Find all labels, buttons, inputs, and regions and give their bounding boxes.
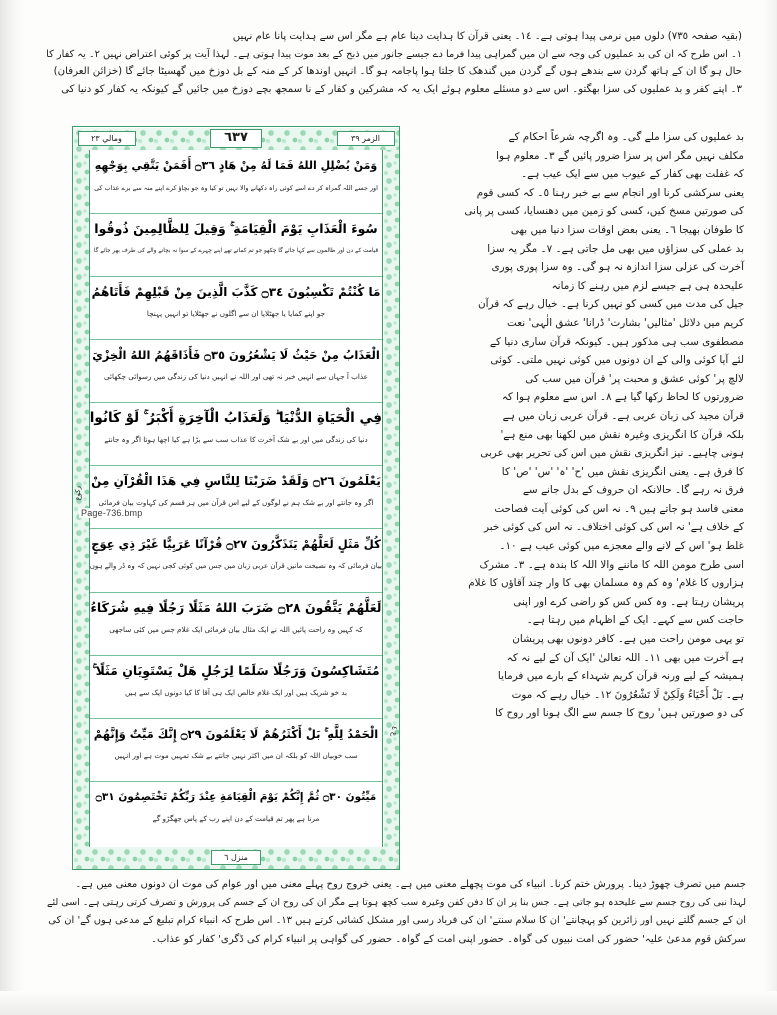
right-commentary-line: آخرت کی عزلی سزا اندازہ نہ ہو گی۔ وہ سزا پوری پوری <box>491 261 744 274</box>
right-commentary-line: ضرورتوں کا لحاظ رکھا گیا ہے ٨۔ اس سے معلوم ہوا کہ <box>501 391 744 404</box>
right-commentary-line: ہمیشہ کے لیے ورنہ قرآن کریم شہداء کے بارے میں فرمایا <box>497 670 744 683</box>
para-label-box: ومالي ٢٣ <box>78 131 136 146</box>
ayah-row <box>90 214 382 277</box>
decorative-border-right <box>384 128 399 869</box>
top-commentary-line: حال ہو گا ان کے ہاتھ گردن سے بندھے ہوں گے گردن میں گندھک کا جلتا ہوا پاجامہ ہو گا۔ انہیں اوندھا کر کے منہ کے بل دوزخ میں گھسیٹا جائے گا (خزائن العرفان) <box>53 66 742 77</box>
top-commentary-line: (بقیہ صفحہ ٧٣٥) دلوں میں نرمی پیدا ہوتی ہے۔ ١٤۔ یعنی قرآن کا ہدایت دینا عام ہے مگر اس سے ہدایت پانا عام نہیں <box>232 31 742 42</box>
quran-text-panel <box>72 126 400 870</box>
ayah-row <box>90 151 382 214</box>
right-commentary-line: کے خلاف ہے' نہ اس کی کوئی اختلاف۔ نہ اس کی کوئی خبر <box>484 521 744 534</box>
right-commentary-line: مصطفوی سب ہی مذکور ہیں۔ کیونکہ قرآن ساری دنیا کے <box>489 335 744 348</box>
right-commentary-line: قرآن مجید کی زبان عربی ہے۔ قرآن عربی زبان میں ہے <box>502 409 744 422</box>
panel-header <box>74 128 399 150</box>
ayah-arabic-text: مَيِّتُونَ ۝٣٠ ثُمَّ إِنَّكُمْ يَوْمَ الْقِيَامَةِ عِنْدَ رَبِّكُمْ تَخْتَصِمُونَ ۝٣١ <box>95 790 377 803</box>
ayah-urdu-translation: عذاب آ جہاں سے انہیں خبر نہ تھی اور اللہ نے انہیں دنیا کی زندگی میں رسوائی چکھائی <box>104 372 368 382</box>
ayah-row <box>90 277 382 340</box>
ayah-arabic-text: فِي الْحَيَاةِ الدُّنْيَا ۖ وَلَعَذَابُ الْآخِرَةِ أَكْبَرُ ۚ لَوْ كَانُوا <box>90 410 382 427</box>
top-commentary-line: ٣۔ اپنے کفر و بد عملیوں کی سزا بھگتو۔ اس سے دو مسئلے معلوم ہوئے ایک یہ کہ مشرکین و کفار کے نا سمجھ بچے دوزخ میں جائیں گے کیونکہ یہ کفار کو دنیا کی <box>61 83 742 95</box>
right-commentary-line: کریم میں دلائل 'مثالیں' بشارت' ڈرانا' عشق الٰہی' نعت <box>507 316 744 329</box>
ayah-urdu-translation: دنیا کی زندگی میں اور بے شک آخرت کا عذاب سب سے بڑا ہے کیا اچھا ہوتا اگر وہ جانتے <box>104 435 368 445</box>
paper-edge-right <box>763 0 777 1015</box>
right-commentary-line: کی دو صورتیں ہیں' روح کا جسم سے الگ ہونا اور روح کا <box>495 707 744 720</box>
right-commentary-line: تو یہی مومن راحت میں ہے۔ کافر دونوں بھی پریشان <box>512 633 744 646</box>
right-commentary-line: مکلف نہیں مگر اس پر سزا ضرور پائیں گے ٣۔ معلوم ہوا <box>496 149 744 162</box>
right-commentary-line: فرق نہ رہے گا۔ حالانکہ ان حروف کے بدل جانے سے <box>522 484 744 497</box>
ayah-row <box>90 782 382 845</box>
right-commentary-line: بلکہ قرآن کا انگریزی وغیرہ نقش میں لکھنا بھی منع ہے' <box>500 428 744 441</box>
ayah-urdu-translation: بد خو شریک ہیں اور ایک غلام خالص ایک ہی آقا کا کیا دونوں ایک سے ہیں <box>124 687 348 697</box>
ayah-arabic-text: سُوءَ الْعَذَابِ يَوْمَ الْقِيَامَةِ ۚ وَقِيلَ لِلظَّالِمِينَ ذُوقُوا <box>94 221 378 237</box>
top-commentary-block <box>36 28 742 120</box>
ayah-row <box>90 656 382 719</box>
ayah-row <box>90 719 382 782</box>
ayah-arabic-text: الْحَمْدُ لِلَّهِ ۚ بَلْ أَكْثَرُهُمْ لَا يَعْلَمُونَ ۝٢٩ إِنَّكَ مَيِّتٌ وَإِنَّهُمْ <box>93 726 379 741</box>
ruku-marker-right: ع ٤ <box>390 726 398 737</box>
surah-label-box: الزمر ٣٩ <box>337 131 395 146</box>
manzil-label-box: منزل ٦ <box>211 850 261 865</box>
bottom-commentary-line: سرکش قوم مدعیٰ علیہ' حضور کی امت نبیوں کی گواہ۔ حضور اپنی امت کے گواہ۔ حضور کی گواہی پر انبیاء کرام کی ڈگری' کفار کو عذاب۔ <box>151 933 746 945</box>
ayah-row <box>90 593 382 656</box>
ayah-row <box>90 529 382 592</box>
top-commentary-line: ١۔ اس طرح کہ ان کی بد عملیوں کی وجہ سے ان میں گمراہی پیدا فرما دے جیسے جانور میں ذبح کے بعد موت پیدا ہوتی ہے۔ لہذا آیت پر کوئی اعتراض نہیں ٢۔ یہ کفار کا <box>46 48 742 60</box>
right-commentary-line: غلط ہو' اس کے لانے والے معجزے میں کوئی عیب ہے ١٠۔ <box>499 540 744 553</box>
right-commentary-line: اسی طرح مومن اللہ کا ماننے والا اللہ کا بندہ ہے۔ ٣۔ مشرک <box>479 558 744 571</box>
paper-edge-left <box>0 0 26 1015</box>
scan-filename-label: Page-736.bmp <box>81 508 143 518</box>
right-commentary-line: کا طوفان بھیجا ٦۔ یعنی بعض اوقات سزا دنیا میں بھی <box>510 223 744 236</box>
right-commentary-line: لالچ پر' کوئی عشق و محبت پر' قرآن میں سب کی <box>525 372 744 385</box>
bottom-commentary-line: ان کے جسم گلتے نہیں اور زائرین کو پہچانتے' ان کا سلام سنتے' ان کی فریاد رسی اور مشکل کشائی کرتے ہیں ١٣۔ اس طرح کہ انبیاء کرام تبلیغ کے مدعی ہوں گے' ان کی <box>48 915 746 927</box>
right-commentary-line: علیحدہ ہی ہے جیسے لزم میں رہنے کا زمانہ <box>551 279 744 292</box>
ayah-row <box>90 466 382 529</box>
right-commentary-line: ہزاروں کا غلام' وہ کم وہ مسلمان بھی کا وار چند آقاؤں کا غلام <box>468 577 744 590</box>
right-commentary-line: معنی فاسد ہو جاتے ہیں ٩۔ نہ اس کی کوئی آیت فصاحت <box>494 502 744 515</box>
right-commentary-line: کہ غفلت بھی کفار کے عیوب میں سے ایک عیب ہے۔ <box>521 168 744 181</box>
right-commentary-line: لئے آیا کوئی والی کے ان دونوں میں کوئی نہیں ملتی۔ کوئی <box>490 354 744 367</box>
ayah-arabic-text: لَعَلَّهُمْ يَتَّقُونَ ۝٢٨ ضَرَبَ اللهُ مَثَلًا رَجُلًا فِيهِ شُرَكَاءُ <box>90 599 382 615</box>
ayah-arabic-text: مُتَشَاكِسُونَ وَرَجُلًا سَلَمًا لِرَجُلٍ هَلْ يَسْتَوِيَانِ مَثَلًا ۚ <box>92 662 380 678</box>
right-commentary-line: بد عملیوں کی سزا ملے گی۔ وہ اگرچہ شرعاً احکام کے <box>508 131 744 143</box>
ayah-arabic-text: مَا كُنْتُمْ تَكْسِبُونَ ۝٣٤ كَذَّبَ الَّذِينَ مِنْ قَبْلِهِمْ فَأَتَاهُمُ <box>91 285 381 300</box>
right-commentary-line: بد عملی کی سزاؤں میں بھی مل جاتی ہے۔ ٧۔ مگر یہ سزا <box>487 242 744 255</box>
right-commentary-line: حاجت کس سے کہے۔ ایک کے اظہام میں رہتا ہے۔ <box>526 614 744 627</box>
ruku-marker-left: رکوع <box>74 486 82 501</box>
right-commentary-line: جیل کی مدت میں کسی کو نہیں کرنا ہے۔ خیال رہے کہ قرآن <box>477 298 744 311</box>
right-commentary-line: ہونی چاہیے۔ نیز انگریزی نقش میں اس کی تحریر بھی عربی <box>480 447 744 460</box>
ayah-urdu-translation: مرنا ہے پھر تم قیامت کے دن اپنے رب کے پاس جھگڑو گے <box>152 813 320 823</box>
ayah-arabic-text: يَعْلَمُونَ ۝٢٦ وَلَقَدْ ضَرَبْنَا لِلنَّاسِ فِي هَذَا الْقُرْآنِ مِنْ <box>91 474 381 489</box>
right-commentary-line: کا فرق ہے۔ یعنی انگریزی نقش میں 'ح' 'ہ' 'س' 'ص' کا <box>501 465 744 478</box>
panel-footer <box>74 847 399 869</box>
ayah-arabic-text: الْعَذَابُ مِنْ حَيْثُ لَا يَشْعُرُونَ ۝٣٥ فَأَذَاقَهُمُ اللهُ الْخِزْيَ <box>92 348 380 363</box>
ayah-urdu-translation: قیامت کے دن اور ظالموں سے کہا جائے گا چکھو جو تم کماتے تھے اپنے چہرے کے سوا نہ بچاتے والے کی طرف بھر جائے گا <box>93 248 379 255</box>
ayah-arabic-text: وَمَنْ يُضْلِلِ اللهُ فَمَا لَهُ مِنْ هَادٍ ۝٣٦ أَفَمَنْ يَتَّقِي بِوَجْهِهِ <box>94 159 378 172</box>
ayah-row <box>90 340 382 403</box>
paper-edge-bottom <box>0 991 777 1015</box>
ayah-list <box>90 151 382 845</box>
right-commentary-line: ہے آخرت میں بھی ١١۔ اللہ تعالیٰ 'ایک آن کے لیے نہ کہ <box>506 651 744 664</box>
ayah-urdu-translation: بیان فرمائی کہ وہ نصیحت مانیں قرآن عربی زبان میں جس میں کوئی کجی نہیں کہ وہ ڈر والے ہوں <box>90 562 382 571</box>
page-number-box: ٦٣٧ <box>210 129 262 148</box>
ayah-urdu-translation: جو اپنے کمایا یا جھٹلایا ان سے اگلوں نے جھٹلایا تو انہیں پہنچا <box>146 309 326 319</box>
right-commentary-line: ہے۔ بَلْ أَحْيَاءٌ وَلَكِنْ لَا تَشْعُرُونَ ١٢۔ خیال رہے کہ موت <box>511 688 744 701</box>
ayah-urdu-translation: اگر وہ جانتے اور بے شک ہم نے لوگوں کے لیے اس قرآن میں ہر قسم کی کہاوت بیان فرمائی <box>98 498 374 508</box>
bottom-commentary-block <box>34 876 746 972</box>
right-commentary-line: پریشان رہتا ہے۔ وہ کس کس کو راضی کرے اور اپنی <box>513 595 744 608</box>
right-commentary-block <box>408 128 744 868</box>
ayah-row <box>90 403 382 466</box>
right-commentary-line: یعنی سرکشی کرنا اور انجام سے بے خبر رہنا ٥۔ کہ کسی قوم <box>476 186 744 199</box>
bottom-commentary-line: جسم میں تصرف چھوڑ دینا۔ پرورش ختم کرنا۔ انبیاء کی موت پچھلے معنی میں ہے۔ یعنی خروج روح پہلے معنی میں اور عوام کی موت ان دونوں معنی میں ہے۔ <box>75 879 746 890</box>
ayah-arabic-text: كُلِّ مَثَلٍ لَعَلَّهُمْ يَتَذَكَّرُونَ ۝٢٧ قُرْآنًا عَرَبِيًّا غَيْرَ ذِي عِوَجٍ <box>91 537 381 552</box>
bottom-commentary-line: لہذا نبی کی روح جسم سے علیحدہ ہو جاتی ہے۔ جس بنا پر ان کا دفن کفن وغیرہ سب کچھ ہوتا ہے مگر ان کی روح ان کے جسم کی پرورش و تصرف کرتی رہتی ہے۔ اسی لئے <box>46 897 746 909</box>
ayah-urdu-translation: کہ کہیں وہ راحت پائیں اللہ نے ایک مثال بیان فرمائی ایک غلام جس میں کئی ساجھی <box>109 624 363 634</box>
right-commentary-line: کی صورتیں مسخ کیں، کسی کو زمین میں دھنسایا، کسی پر پانی <box>464 205 744 218</box>
ayah-urdu-translation: سب خوبیاں اللہ کو بلکہ ان میں اکثر نہیں جانتے بے شک تمہیں موت ہے اور انہیں <box>114 750 358 760</box>
ayah-urdu-translation: اور جسے اللہ گمراہ کر دے اسے کوئی راہ دکھانے والا نہیں تو کیا وہ جو بچاؤ کرے اپنے منہ سے برے عذاب کی <box>94 184 378 192</box>
